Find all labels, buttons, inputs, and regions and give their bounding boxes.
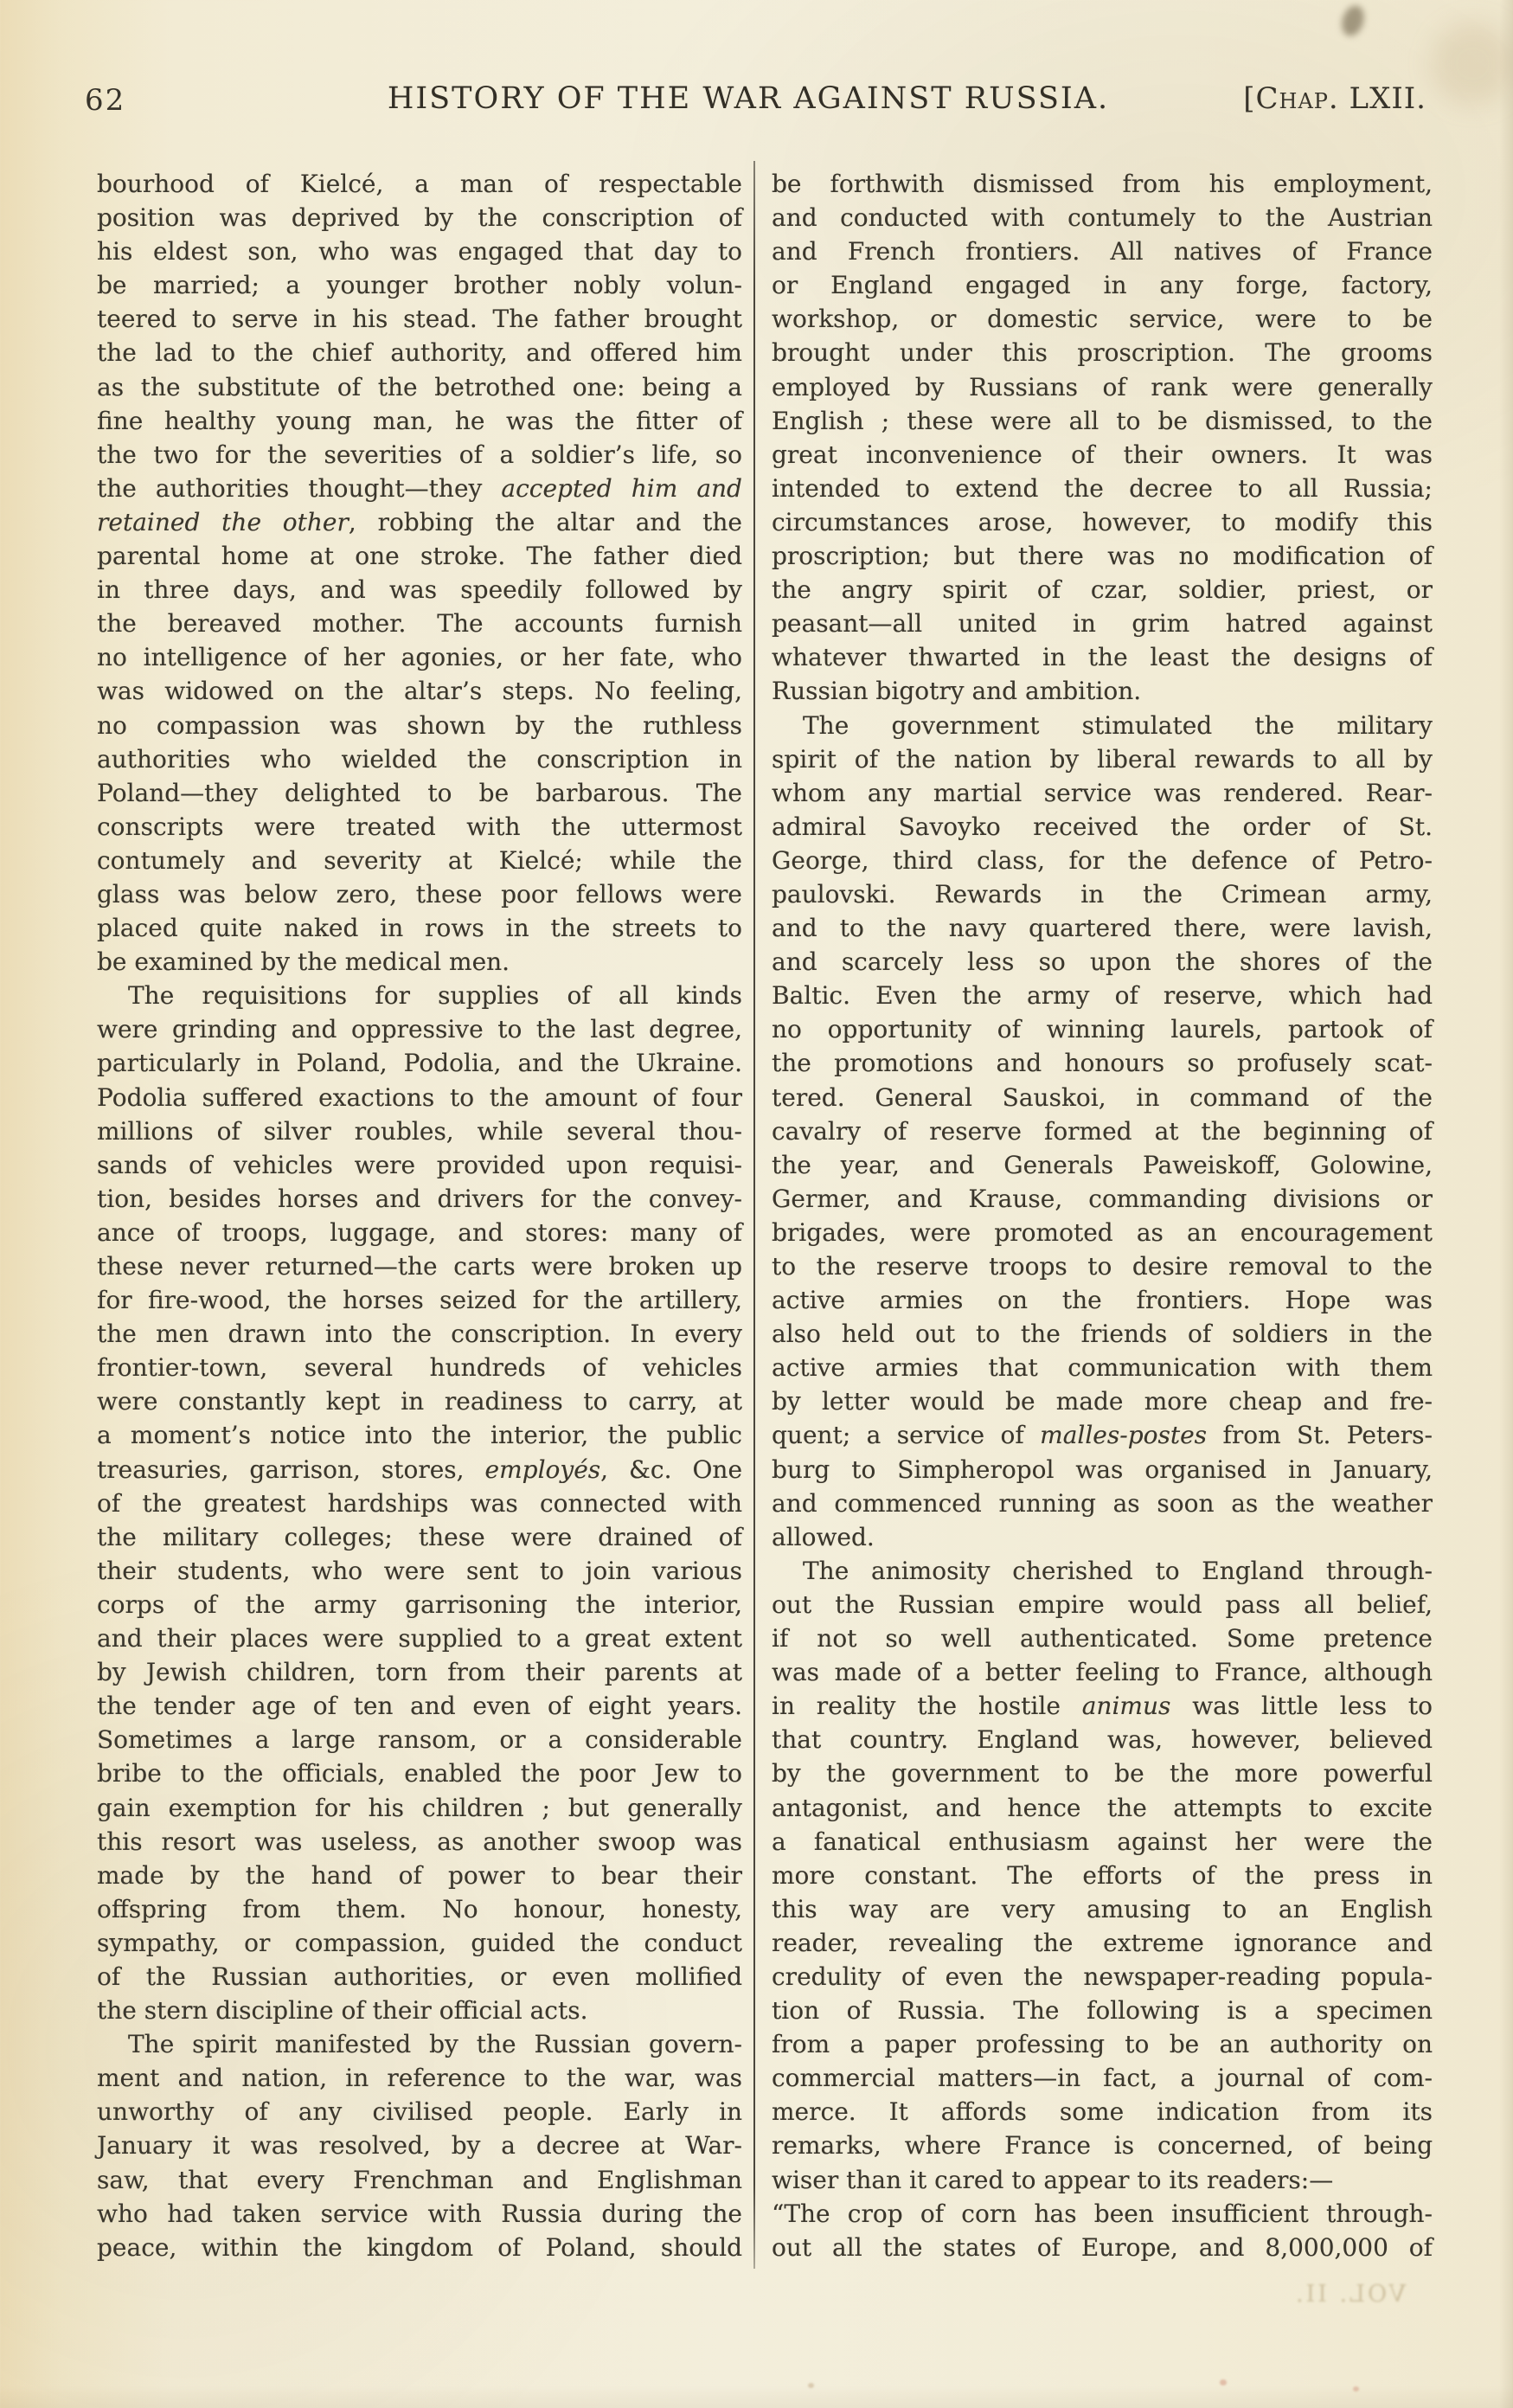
text-line: the stern discipline of their official acts.: [97, 1996, 588, 2026]
ink-blemish: [1338, 3, 1368, 39]
text-line: ment and nation, in reference to the war, was: [97, 2064, 742, 2093]
text-line: whatever thwarted in the least the designs of: [772, 643, 1433, 672]
text-line: circumstances arose, however, to modify this: [772, 507, 1433, 536]
text-line: in reality the hostile animus was little less to: [772, 1692, 1433, 1721]
text-line: The government stimulated the military: [803, 710, 1433, 740]
text-line: intended to extend the decree to all Russia;: [772, 473, 1433, 503]
text-line: position was deprived by the conscription of: [97, 203, 742, 233]
text-line: tion, besides horses and drivers for the convey-: [97, 1184, 742, 1213]
running-title: HISTORY OF THE WAR AGAINST RUSSIA.: [387, 81, 1110, 116]
text-line: unworthy of any civilised people. Early in: [97, 2097, 742, 2127]
page-number: 62: [85, 83, 126, 118]
text-line: corps of the army garrisoning the interior,: [97, 1589, 742, 1619]
text-line: saw, that every Frenchman and Englishman: [97, 2165, 742, 2194]
text-line: spirit of the nation by liberal rewards to all by: [772, 744, 1433, 774]
text-line: by letter would be made more cheap and fre-: [772, 1387, 1433, 1416]
text-line: by the government to be the more powerful: [772, 1759, 1433, 1788]
text-line: Russian bigotry and ambition.: [772, 677, 1142, 706]
text-line: no opportunity of winning laurels, partook of: [772, 1015, 1433, 1044]
text-line: who had taken service with Russia during the: [97, 2199, 742, 2228]
text-line: also held out to the friends of soldiers in the: [772, 1320, 1433, 1349]
text-line: the year, and Generals Paweiskoff, Golowine,: [772, 1150, 1433, 1179]
text-line: tion of Russia. The following is a specimen: [772, 1996, 1433, 2026]
text-line: gain exemption for his children ; but generally: [97, 1793, 742, 1822]
text-line: out the Russian empire would pass all belief,: [772, 1589, 1433, 1619]
text-line: tered. General Sauskoi, in command of the: [772, 1082, 1433, 1112]
text-line: for fire-wood, the horses seized for the artillery,: [97, 1286, 742, 1315]
text-line: Germer, and Krause, commanding divisions or: [772, 1184, 1433, 1213]
text-line: were grinding and oppressive to the last degree,: [97, 1015, 742, 1044]
text-line: and commenced running as soon as the weather: [772, 1488, 1433, 1518]
text-line: and conducted with contumely to the Austrian: [772, 203, 1433, 233]
text-line: peasant—all united in grim hatred against: [772, 609, 1433, 639]
text-line: and their places were supplied to a great extent: [97, 1624, 742, 1653]
text-line: by Jewish children, torn from their parents at: [97, 1658, 742, 1687]
text-line: the angry spirit of czar, soldier, priest, or: [772, 575, 1433, 605]
text-line: English ; these were all to be dismissed, to the: [772, 406, 1433, 435]
text-line: made by the hand of power to bear their: [97, 1860, 742, 1890]
text-line: bribe to the officials, enabled the poor Jew to: [97, 1759, 742, 1788]
text-line: particularly in Poland, Podolia, and the Ukraine.: [97, 1049, 742, 1078]
paper-speck: [1220, 2379, 1227, 2386]
text-line: teered to serve in his stead. The father brought: [97, 305, 742, 334]
text-line: whom any martial service was rendered. Rear-: [772, 778, 1433, 807]
text-line: authorities who wielded the conscription in: [97, 744, 742, 774]
text-line: active armies that communication with them: [772, 1353, 1433, 1383]
text-line: more constant. The efforts of the press in: [772, 1860, 1433, 1890]
text-line: “The crop of corn has been insufficient through-: [772, 2199, 1433, 2228]
text-line: their students, who were sent to join various: [97, 1556, 742, 1585]
running-head: [0, 80, 1513, 123]
text-line: sands of vehicles were provided upon requisi-: [97, 1150, 742, 1179]
text-line: frontier-town, several hundreds of vehicles: [97, 1353, 742, 1383]
text-line: commercial matters—in fact, a journal of com-: [772, 2064, 1433, 2093]
text-line: great inconvenience of their owners. It was: [772, 440, 1433, 469]
text-line: admiral Savoyko received the order of St.: [772, 812, 1433, 841]
text-line: in three days, and was speedily followed by: [97, 575, 742, 605]
text-line: The requisitions for supplies of all kinds: [128, 981, 742, 1011]
text-column-right: [772, 167, 1433, 2264]
text-line: brought under this proscription. The grooms: [772, 338, 1433, 368]
text-line: contumely and severity at Kielcé; while the: [97, 845, 742, 875]
text-line: cavalry of reserve formed at the beginning of: [772, 1116, 1433, 1146]
text-line: a fanatical enthusiasm against her were the: [772, 1827, 1433, 1856]
text-line: be married; a younger brother nobly volun-: [97, 271, 742, 300]
text-line: remarks, where France is concerned, of being: [772, 2131, 1433, 2161]
text-column-left: [97, 167, 742, 2264]
text-line: paulovski. Rewards in the Crimean army,: [772, 879, 1433, 909]
column-divider-rule: [753, 161, 755, 2269]
text-line: reader, revealing the extreme ignorance and: [772, 1928, 1433, 1957]
text-line: The animosity cherished to England through-: [803, 1556, 1433, 1585]
text-line: proscription; but there was no modification of: [772, 542, 1433, 571]
show-through-text: VOL. II.: [1293, 2281, 1407, 2308]
page-edge-shadow: [0, 2386, 1513, 2408]
text-line: were constantly kept in readiness to carry, at: [97, 1387, 742, 1416]
text-line: active armies on the frontiers. Hope was: [772, 1286, 1433, 1315]
text-line: these never returned—the carts were broken up: [97, 1252, 742, 1281]
text-line: employed by Russians of rank were generally: [772, 372, 1433, 401]
text-line: sympathy, or compassion, guided the conduct: [97, 1928, 742, 1957]
text-line: workshop, or domestic service, were to be: [772, 305, 1433, 334]
text-line: his eldest son, who was engaged that day to: [97, 237, 742, 266]
text-line: wiser than it cared to appear to its readers:—: [772, 2165, 1334, 2194]
page-edge-shadow: [1499, 0, 1513, 2408]
text-line: the authorities thought—they accepted him and: [97, 473, 742, 503]
text-line: parental home at one stroke. The father died: [97, 542, 742, 571]
text-line: Poland—they delighted to be barbarous. The: [97, 778, 742, 807]
text-line: that country. England was, however, believed: [772, 1725, 1433, 1755]
text-line: a moment’s notice into the interior, the public: [97, 1421, 742, 1450]
text-line: the lad to the chief authority, and offered him: [97, 338, 742, 368]
text-line: peace, within the kingdom of Poland, should: [97, 2232, 742, 2262]
text-line: placed quite naked in rows in the streets to: [97, 914, 742, 943]
text-line: of the greatest hardships was connected with: [97, 1488, 742, 1518]
text-line: the two for the severities of a soldier’s life, so: [97, 440, 742, 469]
text-line: treasuries, garrison, stores, employés, &c. One: [97, 1454, 743, 1484]
text-line: no intelligence of her agonies, or her fate, who: [97, 643, 742, 672]
text-line: the promotions and honours so profusely scat-: [772, 1049, 1433, 1078]
text-line: Sometimes a large ransom, or a considerable: [97, 1725, 742, 1755]
text-line: was widowed on the altar’s steps. No feeling,: [97, 677, 742, 706]
text-line: be forthwith dismissed from his employment,: [772, 170, 1433, 198]
text-line: or England engaged in any forge, factory,: [772, 271, 1433, 300]
text-line: the bereaved mother. The accounts furnish: [97, 609, 742, 639]
text-line: antagonist, and hence the attempts to excite: [772, 1793, 1433, 1822]
text-line: January it was resolved, by a decree at War-: [97, 2131, 742, 2161]
text-line: and to the navy quartered there, were lavish,: [772, 914, 1433, 943]
text-line: the military colleges; these were drained of: [97, 1522, 742, 1551]
text-line: merce. It affords some indication from its: [772, 2097, 1433, 2127]
text-line: quent; a service of malles-postes from St. Peters-: [772, 1421, 1433, 1450]
text-line: Baltic. Even the army of reserve, which had: [772, 981, 1433, 1011]
text-line: ance of troops, luggage, and stores: many of: [97, 1217, 742, 1247]
text-line: to the reserve troops to desire removal to the: [772, 1252, 1433, 1281]
text-line: conscripts were treated with the uttermost: [97, 812, 742, 841]
text-line: be examined by the medical men.: [97, 947, 510, 977]
text-line: and French frontiers. All natives of France: [772, 237, 1433, 266]
chapter-label: [Chap. LXII.: [1243, 81, 1426, 116]
text-line: glass was below zero, these poor fellows were: [97, 879, 742, 909]
text-line: no compassion was shown by the ruthless: [97, 710, 742, 740]
text-line: the men drawn into the conscription. In every: [97, 1320, 742, 1349]
text-line: Podolia suffered exactions to the amount of four: [97, 1082, 742, 1112]
text-line: brigades, were promoted as an encouragement: [772, 1217, 1433, 1247]
text-line: credulity of even the newspaper-reading popula-: [772, 1962, 1433, 1991]
text-line: this way are very amusing to an English: [772, 1894, 1433, 1923]
text-line: out all the states of Europe, and 8,000,000 of: [772, 2232, 1433, 2262]
text-line: fine healthy young man, he was the fitter of: [97, 406, 742, 435]
text-line: retained the other, robbing the altar and the: [97, 507, 742, 536]
text-line: from a paper professing to be an authority on: [772, 2030, 1433, 2059]
text-line: burg to Simpheropol was organised in January,: [772, 1454, 1433, 1484]
text-line: of the Russian authorities, or even mollified: [97, 1962, 742, 1991]
text-line: millions of silver roubles, while several thou-: [97, 1116, 742, 1146]
text-line: was made of a better feeling to France, although: [772, 1658, 1433, 1687]
text-line: bourhood of Kielcé, a man of respectable: [97, 170, 742, 198]
text-line: as the substitute of the betrothed one: being a: [97, 372, 742, 401]
text-line: if not so well authenticated. Some pretence: [772, 1624, 1433, 1653]
text-line: George, third class, for the defence of Petro-: [772, 845, 1433, 875]
text-line: offspring from them. No honour, honesty,: [97, 1894, 742, 1923]
text-line: the tender age of ten and even of eight years.: [97, 1692, 742, 1721]
text-line: The spirit manifested by the Russian govern-: [128, 2030, 742, 2059]
text-line: and scarcely less so upon the shores of the: [772, 947, 1433, 977]
text-line: this resort was useless, as another swoop was: [97, 1827, 742, 1856]
text-line: allowed.: [772, 1522, 875, 1551]
